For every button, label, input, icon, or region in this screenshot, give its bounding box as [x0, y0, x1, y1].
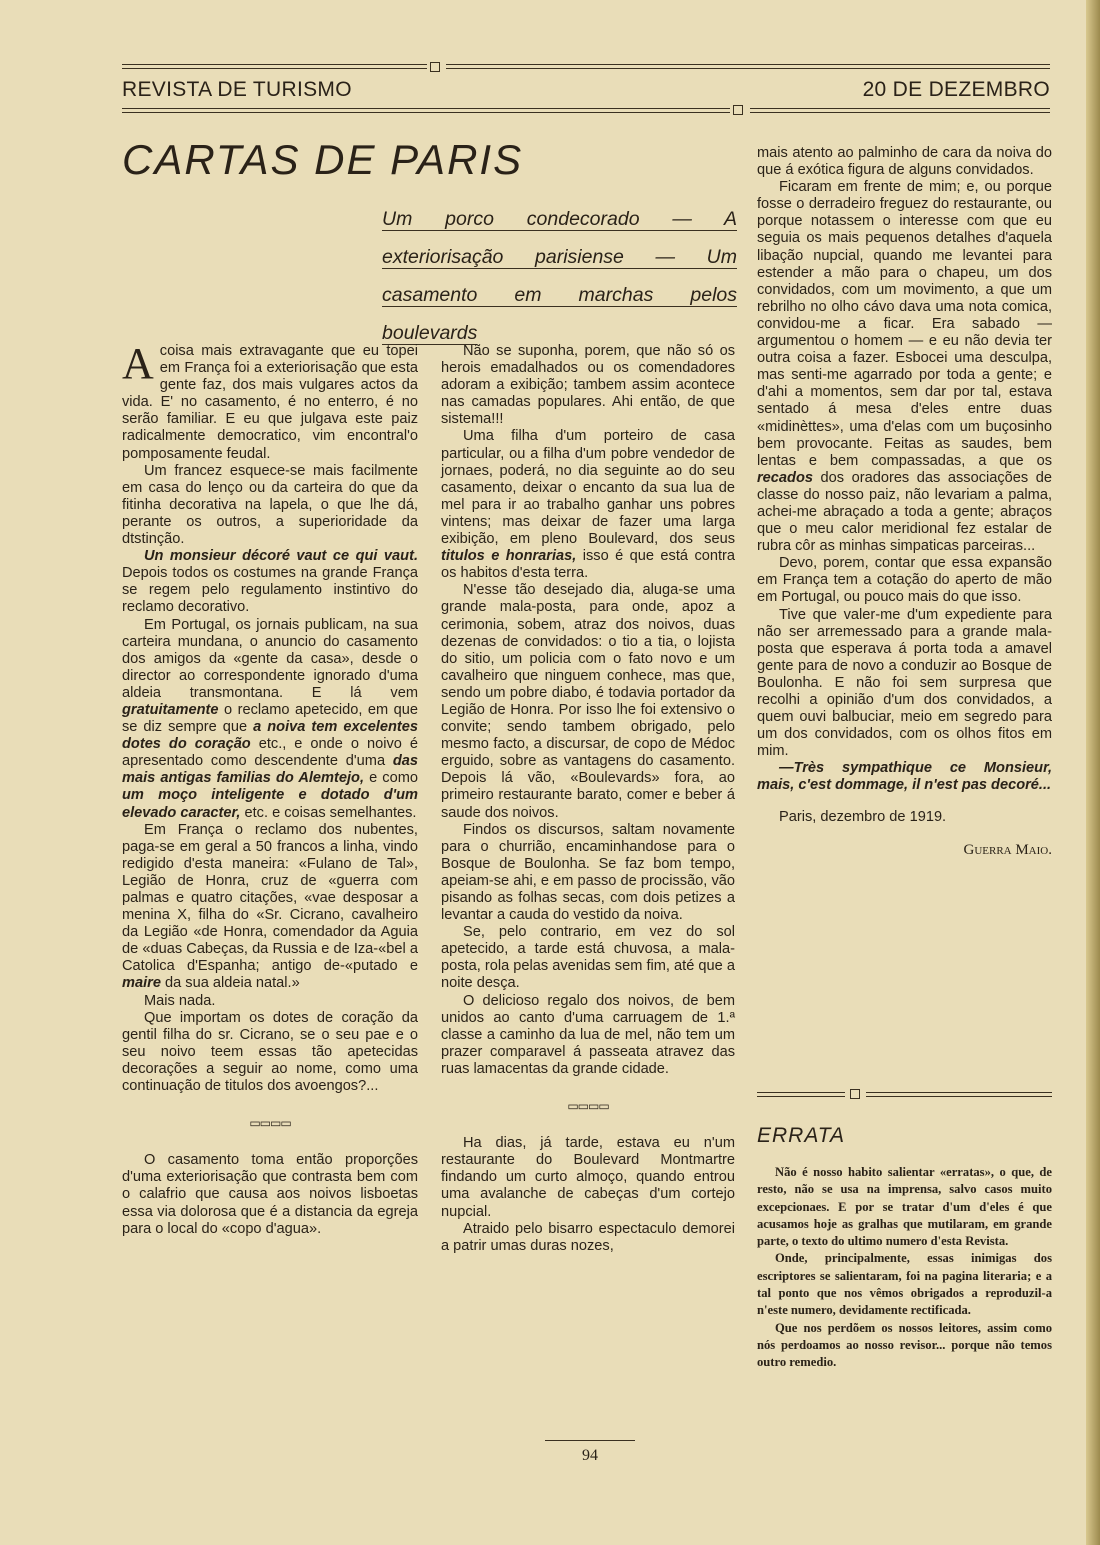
col1-p4-em1: gratuitamente — [122, 701, 219, 718]
errata-paragraph-2: Onde, principalmente, essas inimigas dos escriptores se salientaram, foi na pagina literaria; e a tal ponto que nos vêmos obrigados a reproduzil-a n'este numero, devidamente rectificada. — [757, 1251, 1052, 1318]
errata-ornament — [850, 1089, 860, 1099]
col1-paragraph-6: Mais nada. — [144, 992, 216, 1009]
col1-paragraph-7: Que importam os dotes de coração da gentil filha do sr. Cicrano, se o seu pae e o seu noivo teem essas tão apetecidas decorações a seguir ao nome, como uma continuação de titulos dos avoengos?... — [122, 1009, 418, 1095]
errata-title: ERRATA — [757, 1124, 846, 1147]
header-top-ornament — [430, 62, 440, 72]
page-number-rule — [545, 1440, 635, 1441]
col2-p2-a: Uma filha d'um porteiro de casa particular, ou a filha d'um pobre vendedor de jornaes, poderá, no dia seguinte ao do seu casamento, deixar o encanto da sua lua de mel para ir ao trabalho ganhar uns pobres vintens; mas deixar de fazer uma larga exibição, em pleno Boulevard, dos seus — [441, 428, 735, 548]
col3-paragraph-2 — [757, 179, 1052, 555]
col1-p5-b: da sua aldeia natal.» — [160, 975, 300, 992]
col1-p4-e: etc. e coisas semelhantes. — [240, 804, 417, 821]
article-column-1 — [122, 339, 419, 1238]
article-subtitle — [382, 200, 737, 352]
errata-box — [757, 1124, 1052, 1372]
col1-paragraph-8: O casamento toma então proporções d'uma exteriorisação que contrasta bem com o calafrio que causa aos noivos lisboetas essa via dolorosa que é a distancia da egreja para o local do «copo d'agua». — [122, 1152, 418, 1237]
col1-p4-b: o reclamo apetecido, em que se diz sempre que — [122, 701, 418, 736]
col1-p1-text: coisa mais extravagante que eu topei em França foi a exteriorisação que esta gente faz, dos mais vulgares actos da vida. E' no casamento, é no enterro, é no serão familiar. E eu que julgava este paiz radicalmente democratico, vim encontral'o pomposamente feudal. — [122, 343, 418, 462]
article-title: CARTAS DE PARIS — [122, 136, 524, 183]
col3-paragraph-4: Tive que valer-me d'um expediente para não ser arremessado para a grande mala-posta que esperava á porta toda a amavel gente para de novo a conduzir ao Bosque de Boulonha. E não foi sem surpresa que recolhi a opinião d'um dos convidados, a quem ouvi balbuciar, meio em segredo para um dos convidados, com os olhos fitos em mim. — [757, 606, 1052, 760]
col1-paragraph-5 — [122, 822, 418, 993]
drop-cap: A — [122, 339, 154, 388]
col1-p4-d: e como — [364, 770, 418, 787]
col3-p2-em: recados — [757, 469, 813, 486]
header-bottom-rule-left — [122, 108, 730, 113]
errata-paragraph-3: Que nos perdõem os nossos leitores, assim como nós perdoamos ao nosso revisor... porque não temos outro remedio. — [757, 1320, 1052, 1370]
header-top-rule-right — [446, 64, 1050, 69]
col1-paragraph-1 — [122, 339, 418, 463]
col1-p4-c: etc., e onde o noivo é apresentado como descendente d'uma — [122, 736, 419, 770]
col2-p2-em: titulos e honrarias, — [441, 548, 577, 565]
col3-paragraph-1: mais atento ao palminho de cara da noiva do que á exótica figura de alguns convidados. — [757, 145, 1052, 179]
col2-paragraph-7: Ha dias, já tarde, estava eu n'um restaurante do Boulevard Montmartre findando um curto almoço, quando entrou uma avalanche de cabeças d'um cortejo nupcial. — [441, 1135, 735, 1220]
header-bottom-ornament — [733, 105, 743, 115]
errata-paragraph-1: Não é nosso habito salientar «erratas», o que, de resto, não se usa na imprensa, salvo casos muito excepcionaes. E por se tratar d'um d'eles é que acusamos hoje as gralhas que mutilaram, em grande parte, o texto do ultimo numero d'esta Revista. — [757, 1165, 1052, 1249]
col2-paragraph-8: Atraido pelo bisarro espectaculo demorei a patrir umas duras nozes, — [441, 1220, 735, 1254]
col2-paragraph-6: O delicioso regalo dos noivos, de bem unidos ao canto d'uma carruagem de 1.ª classe a caminho da lua de mel, não tem um prazer comparavel á passeata atravez das ruas lamacentas da grande cidade. — [441, 992, 735, 1077]
col3-paragraph-5: —Très sympathique ce Monsieur, mais, c'est dommage, il n'est pas decoré... — [757, 760, 1052, 794]
col3-p2-a: Ficaram em frente de mim; e, ou porque fosse o derradeiro freguez do restaurante, ou porque notassem o interesse com que eu seguia os mais pequenos detalhes d'aquela libação nupcial, quando me levantei para estender a mão para o chapeu, um dos convidados, com um movimento, a que um rebrilho no olho cávo dava uma nota comica, convidou-me a ficar. Era sabado — argumentou o homem — e eu não devia ter outra coisa a fazer. Esbocei uma desculpa, mas senti-me agarrado por toda a gente; e d'ahi a momentos, sem dar por tal, estava sentado á mesa d'eles entre duas «midinèttes», uma d'elas com um buçosinho bem provocante. Feitas as saudes, bem lentas e bem compassadas, a que os — [757, 179, 1052, 469]
col1-paragraph-3 — [122, 548, 418, 616]
page-edge — [1086, 0, 1100, 1545]
col1-p4-em3: das mais antigas familias do Alemtejo, — [122, 753, 418, 787]
article-column-3 — [757, 145, 1052, 859]
errata-rule-right — [866, 1092, 1052, 1097]
col2-paragraph-2 — [441, 428, 735, 582]
col1-p4-a: Em Portugal, os jornais publicam, na sua carteira mundana, o anuncio do casamento dos amigos da «gente da casa», desde o director ao correspondente ignorado d'uma aldeia transmontana. E lá vem — [122, 616, 418, 701]
col1-p5-em: maire — [122, 975, 161, 992]
article-column-2 — [441, 343, 735, 1255]
col2-paragraph-5: Se, pelo contrario, em vez do sol apetecido, a tarde está chuvosa, a mala-posta, rola pelas avenidas sem fim, até que a noite desça. — [441, 924, 735, 992]
author-signature: Guerra Maio. — [963, 841, 1052, 858]
page-number: 94 — [582, 1447, 598, 1464]
errata-rule-left — [757, 1092, 845, 1097]
col1-paragraph-2: Um francez esquece-se mais facilmente em casa do lenço ou da carteira do que da fitinha decorativa na lapela, o que lhe dá, perante os outros, a superioridade da dtstinção. — [122, 462, 418, 548]
col1-paragraph-4 — [122, 617, 418, 822]
article-dateline: Paris, dezembro de 1919. — [779, 808, 947, 825]
col2-paragraph-4: Findos os discursos, saltam novamente para o churrião, encaminhandose para o Bosque de Boulonha. Se faz bom tempo, apeiam-se ahi, e em passo de procissão, vão pisando as folhas secas, com dois petizes a levantar a cauda do vestido da noiva. — [441, 821, 735, 924]
running-head-title: REVISTA DE TURISMO — [122, 78, 352, 101]
col3-paragraph-3: Devo, porem, contar que essa expansão em França tem a cotação do aperto de mão em Portugal, ou pouco mais do que isso. — [757, 555, 1052, 606]
col1-p3-emphasis: Un monsieur décoré vaut ce qui vaut. — [144, 548, 418, 565]
col3-p2-b: dos oradores das associações de classe do nosso paiz, não levariam a palma, achei-me abraçado a toda a gente; abraços que o meu calor meridional fez estalar de rubra côr as minhas simpaticas parceiras... — [757, 469, 1052, 555]
header-top-rule-left — [122, 64, 427, 69]
article-subtitle-text: Um porco condecorado — A exteriorisação parisiense — Um casamento em marchas pelos boulevards — [382, 208, 737, 344]
col1-p4-em4: um moço inteligente e dotado d'um elevado caracter, — [122, 787, 418, 821]
col2-paragraph-3: N'esse tão desejado dia, aluga-se uma grande mala-posta, para onde, apoz a cerimonia, sobem, atraz dos noivos, duas dezenas de convidados: o tio a tia, o lojista do sitio, um policia com o fato novo e um cavalheiro que ninguem conhece, mas que, sendo um pobre diabo, é todavia portador da Legião de Honra. Por isso lhe foi extensivo o convite; sendo tambem obrigado, pelo mesmo facto, a discursar, de copo de Médoc erguido, sobre as vantagens do casamento. Depois lá vão, «Boulevards» fora, ao primeiro restaurante barato, comer e beber á saude dos noivos. — [441, 582, 735, 821]
col1-p5-a: Em França o reclamo dos nubentes, paga-se em geral a 50 francos a linha, vindo redigido d'esta maneira: «Fulano de Tal», Legião de Honra, cruz de «guerra com palmas e quatro citações, «vae desposar a menina X, filha do «Sr. Cicrano, cavalheiro da Legião «de Honra, comendador da Aguia de «duas Cabeças, da Russia e de Iza-«bel a Catolica d'Espanha; antigo de-«putado e — [122, 821, 418, 975]
col2-paragraph-1: Não se suponha, porem, que não só os herois emadalhados ou os comendadores adoram a exibição; tambem assim acontece nas camadas populares. Ahi então, de que sistema!!! — [441, 343, 735, 428]
col2-p2-b: isso é que está contra os habitos d'esta terra. — [441, 548, 736, 582]
running-head-date: 20 DE DEZEMBRO — [862, 78, 1050, 101]
header-bottom-rule-right — [750, 108, 1050, 113]
col1-section-ornament: ▭▭▭▭ — [249, 1116, 291, 1131]
col2-section-ornament: ▭▭▭▭ — [567, 1099, 609, 1114]
col1-p4-em2: a noiva tem excelentes dotes do coração — [122, 719, 418, 753]
col1-p3-text: Depois todos os costumes na grande França se regem pelo regulamento instintivo do reclamo decorativo. — [122, 565, 418, 616]
